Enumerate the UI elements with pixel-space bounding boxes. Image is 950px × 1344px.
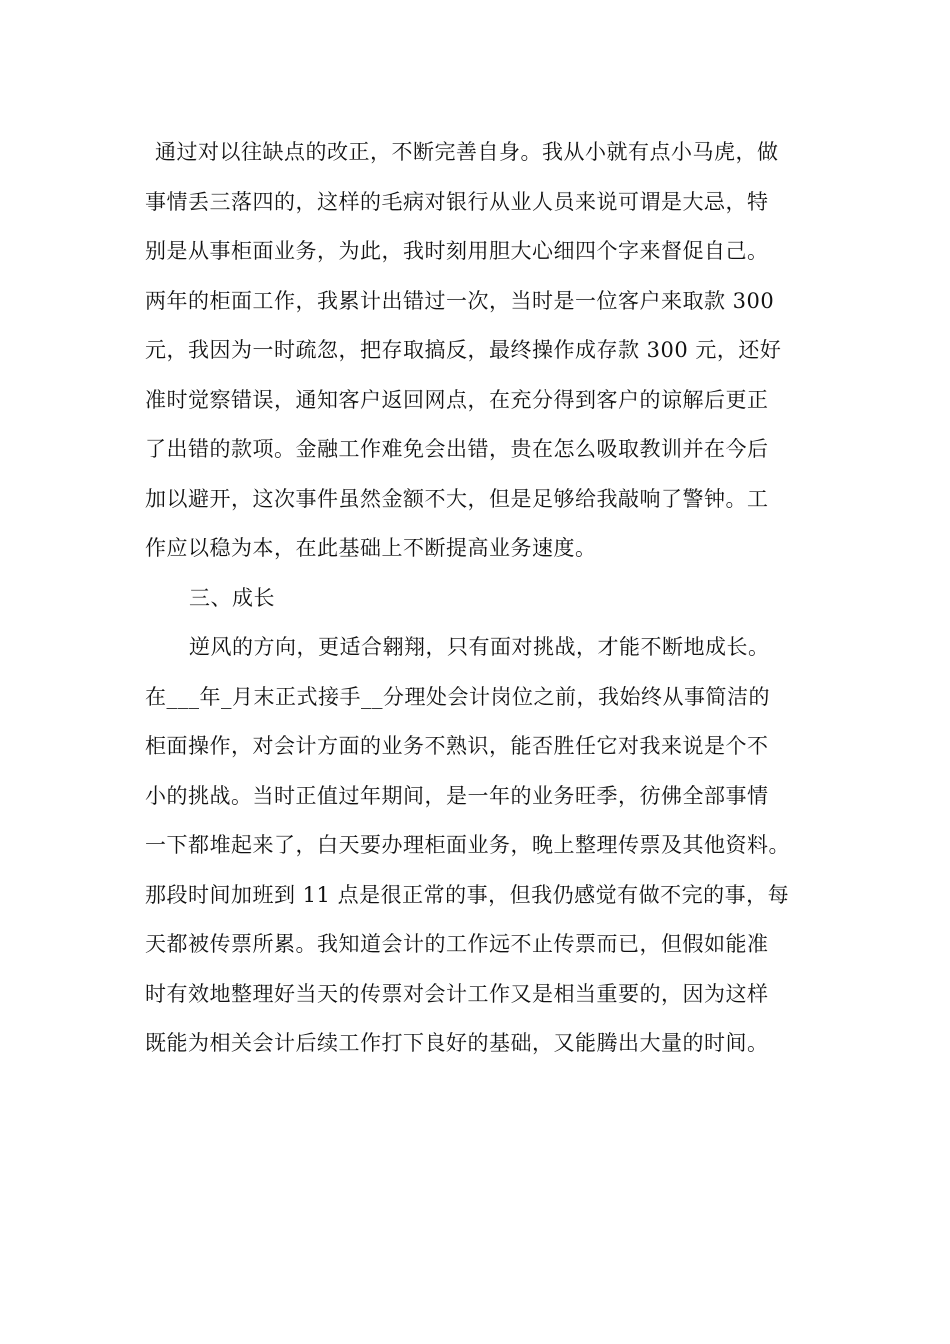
paragraph-line: 柜面操作，对会计方面的业务不熟识，能否胜任它对我来说是个不 xyxy=(145,734,769,758)
paragraph-line: 天都被传票所累。我知道会计的工作远不止传票而已，但假如能准 xyxy=(145,932,769,956)
paragraph-line: 那段时间加班到 11 点是很正常的事，但我仍感觉有做不完的事，每 xyxy=(145,882,790,907)
paragraph-line: 小的挑战。当时正值过年期间，是一年的业务旺季，彷佛全部事情 xyxy=(145,783,769,808)
paragraph-line: 别是从事柜面业务，为此，我时刻用胆大心细四个字来督促自己。 xyxy=(145,239,769,263)
paragraph-line: 在___年_月末正式接手__分理处会计岗位之前，我始终从事简洁的 xyxy=(145,684,770,709)
paragraph-line: 了出错的款项。金融工作难免会出错，贵在怎么吸取教训并在今后 xyxy=(145,437,769,461)
paragraph-line: 作应以稳为本，在此基础上不断提高业务速度。 xyxy=(145,536,597,560)
paragraph-line: 两年的柜面工作，我累计出错过一次，当时是一位客户来取款 300 xyxy=(145,288,775,313)
paragraph-line: 既能为相关会计后续工作打下良好的基础，又能腾出大量的时间。 xyxy=(145,1031,769,1055)
document-body xyxy=(145,128,815,1069)
paragraph-line: 准时觉察错误，通知客户返回网点，在充分得到客户的谅解后更正 xyxy=(145,387,769,412)
paragraph-line: 逆风的方向，更适合翱翔，只有面对挑战，才能不断地成长。 xyxy=(189,635,770,659)
paragraph-line: 时有效地整理好当天的传票对会计工作又是相当重要的，因为这样 xyxy=(145,981,769,1006)
paragraph-line: 事情丢三落四的，这样的毛病对银行从业人员来说可谓是大忌，特 xyxy=(145,189,769,214)
paragraph-line: 元，我因为一时疏忽，把存取搞反，最终操作成存款 300 元，还好 xyxy=(145,338,782,362)
section-heading: 三、成长 xyxy=(189,585,275,610)
paragraph-line: 一下都堆起来了，白天要办理柜面业务，晚上整理传票及其他资料。 xyxy=(145,833,790,857)
paragraph-line: 通过对以往缺点的改正，不断完善自身。我从小就有点小马虎，做 xyxy=(155,140,779,164)
paragraph-line: 加以避开，这次事件虽然金额不大，但是足够给我敲响了警钟。工 xyxy=(145,486,769,511)
